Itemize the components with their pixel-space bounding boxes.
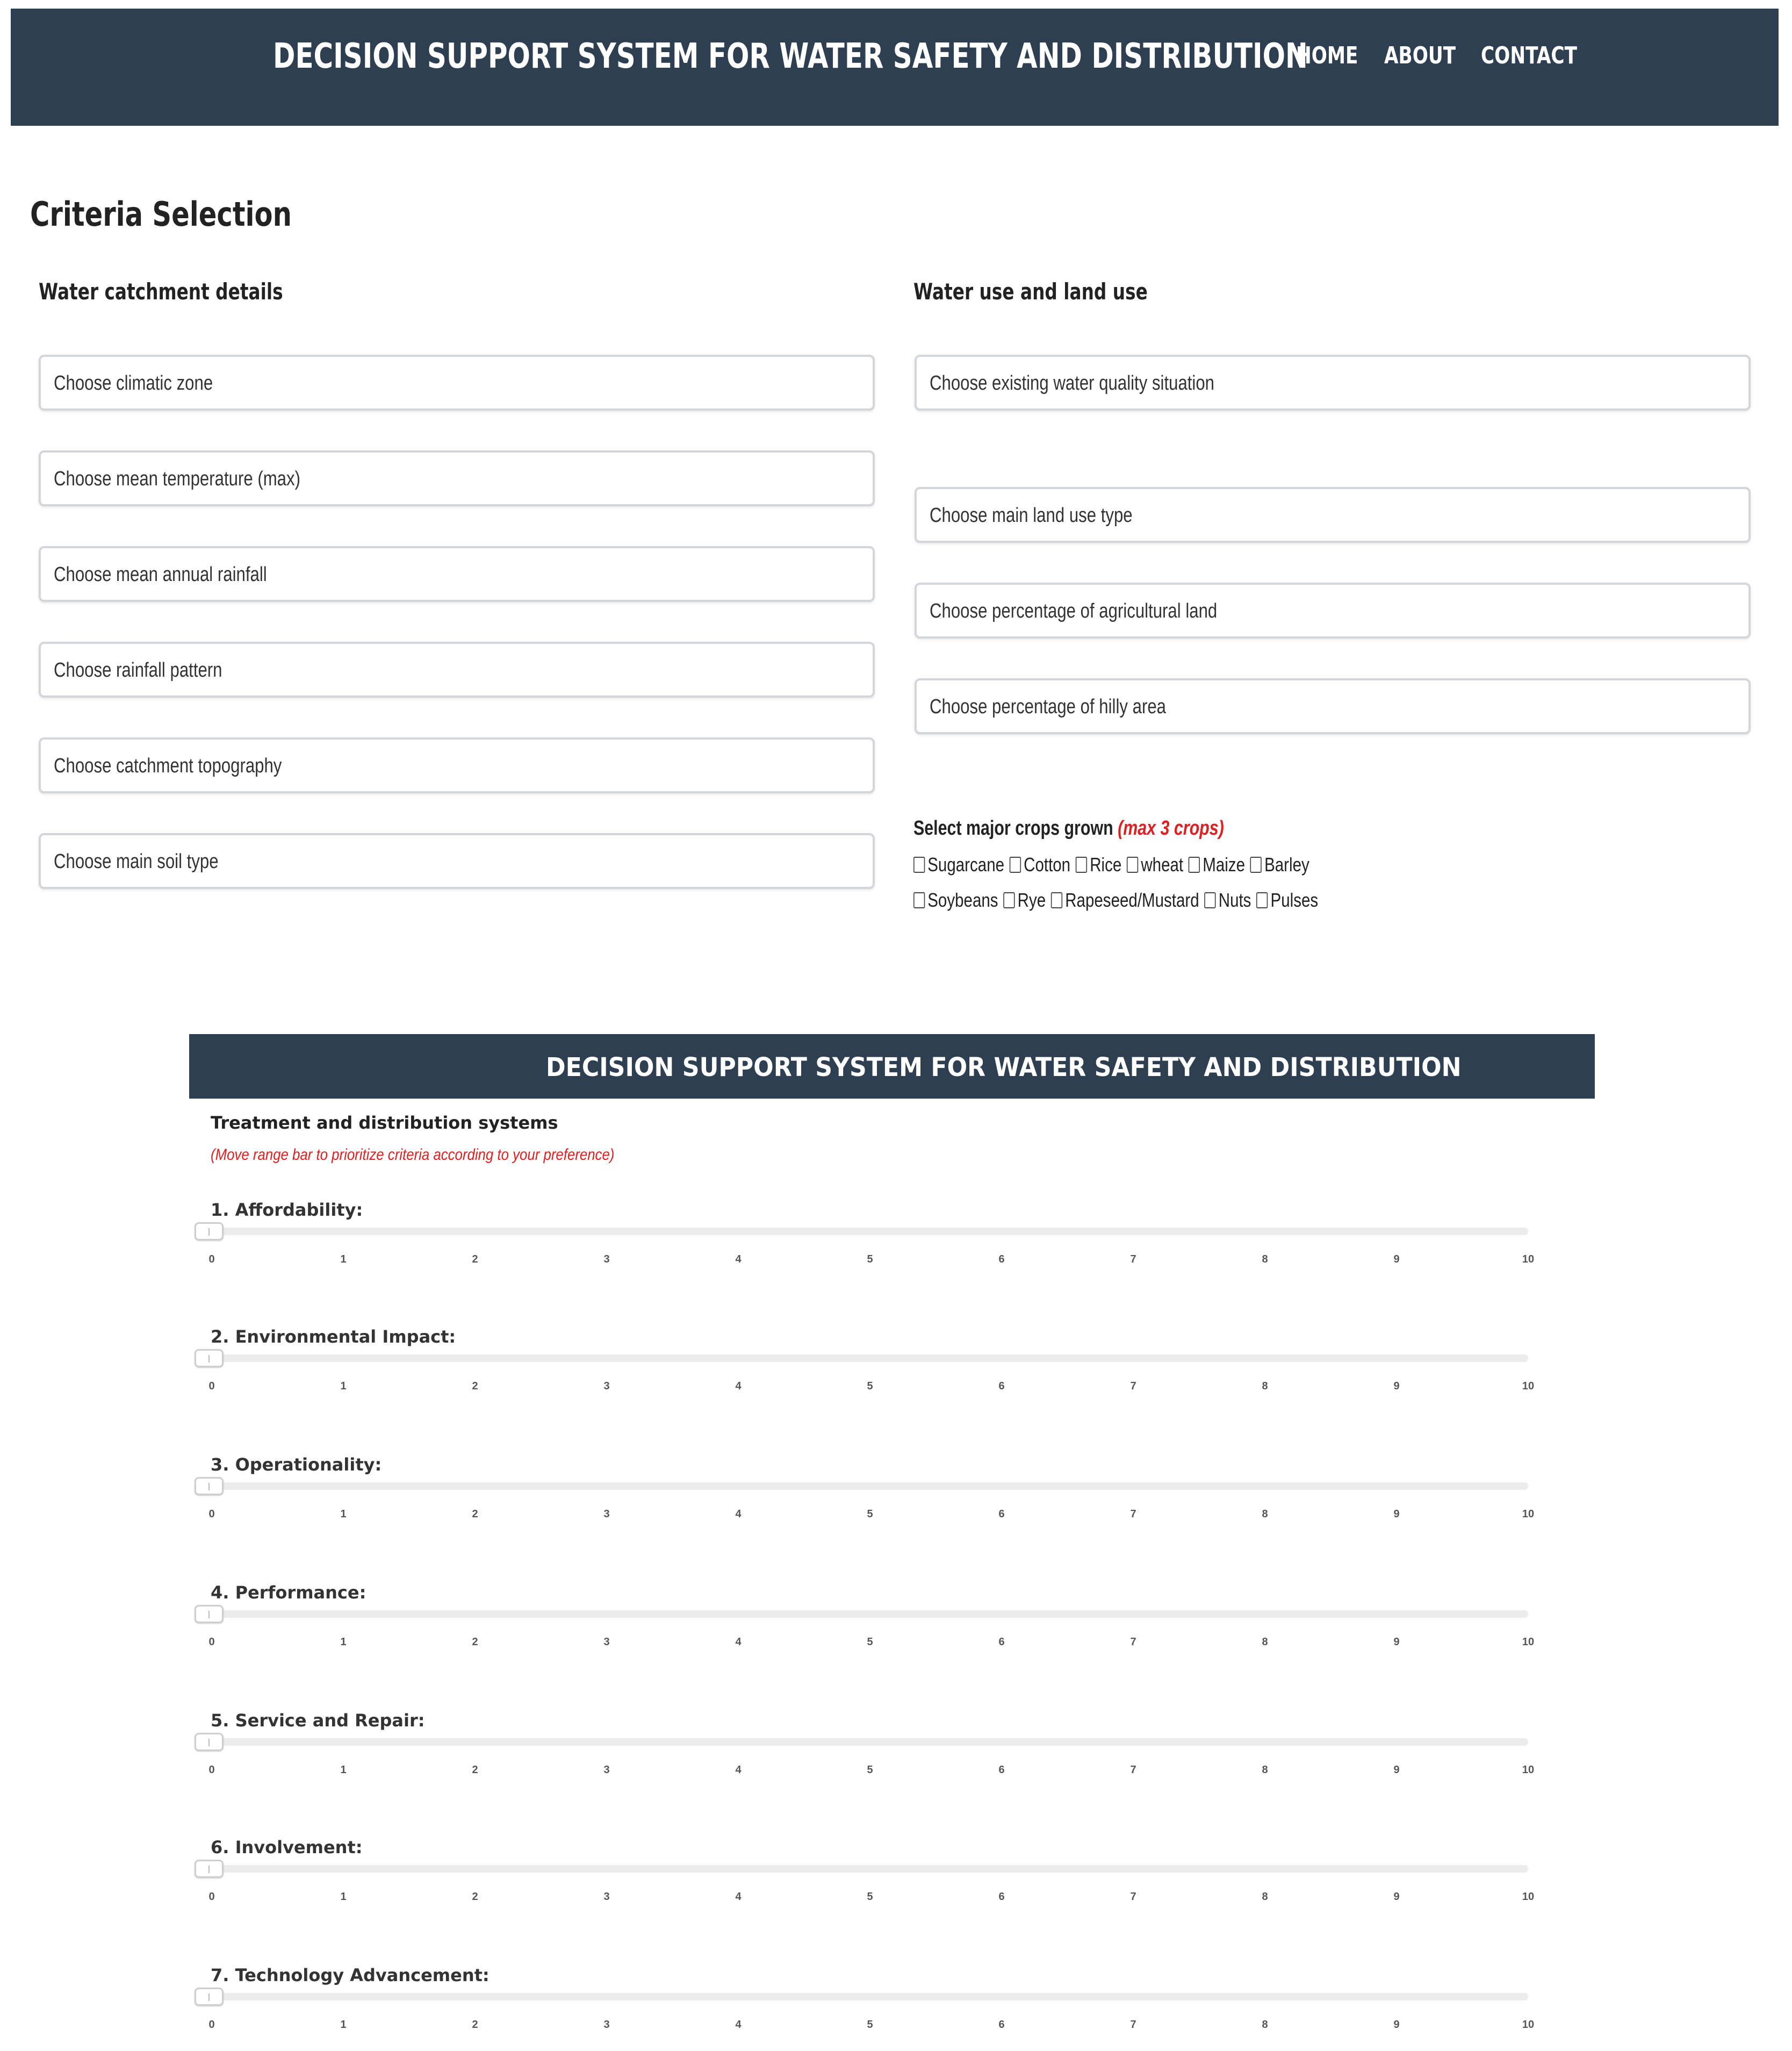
select-placeholder: Choose catchment topography: [54, 755, 282, 777]
slider-label: 2. Environmental Impact:: [211, 1326, 456, 1347]
slider-tick-label: 3: [603, 1508, 610, 1520]
crop-label: Nuts: [1218, 889, 1251, 911]
crop-label: Rapeseed/Mustard: [1065, 889, 1199, 911]
slider-tick-label: 2: [472, 1253, 478, 1265]
soil-type-select[interactable]: [39, 833, 875, 889]
slider-tick-label: 10: [1522, 1636, 1535, 1648]
slider-tick-label: 9: [1393, 1764, 1400, 1776]
slider-track[interactable]: [198, 1993, 1528, 2000]
crop-label: wheat: [1141, 854, 1184, 876]
slider-handle[interactable]: [195, 1860, 224, 1878]
slider-tick-label: 9: [1393, 1253, 1400, 1265]
crop-checkbox-pulses[interactable]: [1256, 889, 1318, 912]
slider-tick-label: 1: [340, 1764, 347, 1776]
slider-tick-label: 5: [867, 1508, 873, 1520]
checkbox[interactable]: [1051, 892, 1062, 908]
crop-label: Cotton: [1024, 854, 1071, 876]
slider-tick-label: 10: [1522, 1891, 1535, 1903]
slider-track[interactable]: [198, 1482, 1528, 1490]
slider-tick-label: 4: [735, 1636, 742, 1648]
water-catchment-heading: Water catchment details: [39, 278, 283, 305]
treatment-instruction-note: (Move range bar to prioritize criteria according to your preference): [211, 1146, 615, 1164]
slider-tick-label: 3: [603, 1380, 610, 1392]
crop-checkbox-rice[interactable]: [1076, 854, 1121, 876]
slider-tick-label: 3: [603, 2019, 610, 2031]
slider-tick-label: 8: [1262, 1508, 1268, 1520]
slider-tick-label: 2: [472, 1891, 478, 1903]
crop-label: Sugarcane: [927, 854, 1005, 876]
crop-checkbox-cotton[interactable]: [1010, 854, 1070, 876]
slider-tick-label: 0: [208, 1636, 215, 1648]
slider-tick-label: 1: [340, 1380, 347, 1392]
select-placeholder: Choose main land use type: [930, 504, 1133, 527]
select-placeholder: Choose climatic zone: [54, 372, 213, 395]
slider-service-and-repair: [189, 1710, 1565, 1796]
slider-tick-label: 8: [1262, 2019, 1268, 2031]
slider-tick-label: 6: [998, 1508, 1005, 1520]
land-use-type-select[interactable]: [915, 487, 1751, 543]
select-placeholder: Choose main soil type: [54, 850, 219, 873]
slider-tick-label: 3: [603, 1636, 610, 1648]
crop-label: Maize: [1203, 854, 1245, 876]
slider-tick-label: 2: [472, 2019, 478, 2031]
water-quality-select[interactable]: [915, 355, 1751, 411]
water-land-use-heading: Water use and land use: [913, 278, 1148, 305]
slider-tick-label: 9: [1393, 2019, 1400, 2031]
select-placeholder: Choose rainfall pattern: [54, 659, 222, 682]
select-placeholder: Choose percentage of agricultural land: [930, 600, 1218, 622]
slider-tick-label: 6: [998, 1636, 1005, 1648]
checkbox[interactable]: [1003, 892, 1014, 908]
slider-tick-label: 5: [867, 1636, 873, 1648]
slider-tick-label: 6: [998, 1380, 1005, 1392]
rainfall-pattern-select[interactable]: [39, 642, 875, 698]
slider-tick-label: 6: [998, 1764, 1005, 1776]
slider-tick-label: 10: [1522, 1508, 1535, 1520]
hilly-area-select[interactable]: [915, 678, 1751, 734]
slider-label: 4. Performance:: [211, 1582, 366, 1603]
slider-handle[interactable]: [195, 1349, 224, 1367]
slider-tick-label: 1: [340, 1508, 347, 1520]
slider-tick-label: 3: [603, 1764, 610, 1776]
slider-tick-label: 6: [998, 1891, 1005, 1903]
select-placeholder: Choose mean annual rainfall: [54, 563, 267, 586]
slider-tick-label: 7: [1130, 1891, 1136, 1903]
app-title: DECISION SUPPORT SYSTEM FOR WATER SAFETY AND DISTRIBUTION: [273, 37, 1308, 76]
crop-label: Pulses: [1270, 889, 1319, 911]
slider-tick-label: 4: [735, 1508, 742, 1520]
catchment-topography-select[interactable]: [39, 737, 875, 793]
slider-tick-label: 4: [735, 1891, 742, 1903]
slider-tick-label: 5: [867, 2019, 873, 2031]
slider-track[interactable]: [198, 1354, 1528, 1362]
treatment-section-title: Treatment and distribution systems: [211, 1113, 558, 1133]
crops-row-2: [913, 889, 1319, 913]
crop-checkbox-rye[interactable]: [1003, 889, 1046, 912]
crops-note: (max 3 crops): [1118, 817, 1224, 840]
slider-tick-label: 10: [1522, 1380, 1535, 1392]
slider-technology-advancement: [189, 1965, 1565, 2051]
nav-home-link[interactable]: HOME: [1296, 42, 1358, 69]
slider-track[interactable]: [198, 1610, 1528, 1618]
select-placeholder: Choose existing water quality situation: [930, 372, 1215, 395]
nav-contact-link[interactable]: CONTACT: [1481, 42, 1577, 69]
slider-tick-label: 7: [1130, 1508, 1136, 1520]
climatic-zone-select[interactable]: [39, 355, 875, 411]
checkbox[interactable]: [1189, 857, 1200, 873]
slider-tick-label: 3: [603, 1253, 610, 1265]
crop-checkbox-barley[interactable]: [1250, 854, 1309, 876]
crop-checkbox-nuts[interactable]: [1205, 889, 1251, 912]
nav-about-link[interactable]: ABOUT: [1384, 42, 1456, 69]
slider-tick-label: 0: [208, 1508, 215, 1520]
slider-tick-label: 0: [208, 1380, 215, 1392]
slider-tick-label: 6: [998, 1253, 1005, 1265]
crop-label: Rye: [1017, 889, 1046, 911]
slider-tick-label: 7: [1130, 1764, 1136, 1776]
slider-tick-label: 2: [472, 1636, 478, 1648]
slider-tick-label: 10: [1522, 2019, 1535, 2031]
checkbox[interactable]: [1256, 892, 1268, 908]
slider-tick-label: 1: [340, 2019, 347, 2031]
crop-checkbox-wheat[interactable]: [1127, 854, 1183, 876]
checkbox[interactable]: [913, 857, 925, 873]
select-placeholder: Choose mean temperature (max): [54, 468, 300, 490]
slider-tick-label: 2: [472, 1380, 478, 1392]
slider-tick-label: 7: [1130, 1253, 1136, 1265]
slider-tick-label: 7: [1130, 1636, 1136, 1648]
crop-checkbox-maize[interactable]: [1189, 854, 1245, 876]
agricultural-land-select[interactable]: [915, 583, 1751, 639]
slider-tick-label: 2: [472, 1508, 478, 1520]
slider-track[interactable]: [198, 1228, 1528, 1235]
crop-checkbox-rapeseed-mustard[interactable]: [1051, 889, 1199, 912]
slider-tick-label: 2: [472, 1764, 478, 1776]
crop-label: Rice: [1090, 854, 1122, 876]
slider-label: 7. Technology Advancement:: [211, 1965, 490, 1985]
checkbox[interactable]: [913, 892, 925, 908]
crop-checkbox-sugarcane[interactable]: [913, 854, 1004, 876]
checkbox[interactable]: [1127, 857, 1138, 873]
slider-label: 6. Involvement:: [211, 1837, 363, 1858]
slider-tick-label: 4: [735, 1253, 742, 1265]
slider-tick-label: 9: [1393, 1508, 1400, 1520]
crops-label-text: Select major crops grown: [913, 817, 1113, 840]
slider-tick-label: 0: [208, 1253, 215, 1265]
slider-label: 5. Service and Repair:: [211, 1710, 425, 1731]
slider-handle[interactable]: [195, 1988, 224, 2006]
mean-rainfall-select[interactable]: [39, 546, 875, 602]
mean-temperature-select[interactable]: [39, 450, 875, 506]
treatment-panel-banner: [189, 1034, 1595, 1099]
slider-involvement: [189, 1837, 1565, 1923]
slider-tick-label: 1: [340, 1253, 347, 1265]
slider-tick-label: 8: [1262, 1891, 1268, 1903]
slider-tick-label: 0: [208, 1891, 215, 1903]
crop-label: Soybeans: [927, 889, 998, 911]
slider-tick-label: 8: [1262, 1253, 1268, 1265]
crops-row-1: [913, 854, 1310, 878]
slider-track[interactable]: [198, 1738, 1528, 1746]
slider-affordability: [189, 1200, 1565, 1286]
slider-tick-label: 9: [1393, 1380, 1400, 1392]
slider-tick-label: 10: [1522, 1253, 1535, 1265]
crop-checkbox-soybeans[interactable]: [913, 889, 998, 912]
slider-tick-label: 8: [1262, 1636, 1268, 1648]
select-placeholder: Choose percentage of hilly area: [930, 695, 1166, 718]
slider-operationality: [189, 1454, 1565, 1540]
slider-tick-label: 4: [735, 1380, 742, 1392]
slider-tick-label: 7: [1130, 2019, 1136, 2031]
slider-label: 3. Operationality:: [211, 1454, 382, 1475]
slider-tick-label: 10: [1522, 1764, 1535, 1776]
slider-tick-label: 0: [208, 2019, 215, 2031]
checkbox[interactable]: [1010, 857, 1021, 873]
slider-tick-label: 0: [208, 1764, 215, 1776]
slider-tick-label: 5: [867, 1764, 873, 1776]
slider-environmental-impact: [189, 1326, 1565, 1412]
slider-tick-label: 6: [998, 2019, 1005, 2031]
slider-tick-label: 3: [603, 1891, 610, 1903]
checkbox[interactable]: [1076, 857, 1087, 873]
slider-tick-label: 5: [867, 1253, 873, 1265]
slider-tick-label: 1: [340, 1636, 347, 1648]
slider-performance: [189, 1582, 1565, 1668]
crop-label: Barley: [1264, 854, 1309, 876]
slider-tick-label: 9: [1393, 1891, 1400, 1903]
slider-track[interactable]: [198, 1865, 1528, 1873]
checkbox[interactable]: [1205, 892, 1216, 908]
slider-tick-label: 7: [1130, 1380, 1136, 1392]
slider-tick-label: 5: [867, 1380, 873, 1392]
slider-handle[interactable]: [195, 1477, 224, 1495]
treatment-panel-title: DECISION SUPPORT SYSTEM FOR WATER SAFETY AND DISTRIBUTION: [546, 1052, 1462, 1082]
slider-tick-label: 4: [735, 2019, 742, 2031]
slider-label: 1. Affordability:: [211, 1200, 363, 1220]
slider-tick-label: 8: [1262, 1764, 1268, 1776]
slider-tick-label: 5: [867, 1891, 873, 1903]
slider-handle[interactable]: [195, 1605, 224, 1623]
slider-tick-label: 9: [1393, 1636, 1400, 1648]
top-navbar: [11, 9, 1779, 126]
page-title: Criteria Selection: [30, 195, 292, 234]
slider-handle[interactable]: [195, 1222, 224, 1240]
checkbox[interactable]: [1250, 857, 1262, 873]
slider-tick-label: 4: [735, 1764, 742, 1776]
slider-tick-label: 1: [340, 1891, 347, 1903]
slider-handle[interactable]: [195, 1733, 224, 1751]
slider-tick-label: 8: [1262, 1380, 1268, 1392]
crops-label: [913, 817, 1224, 840]
